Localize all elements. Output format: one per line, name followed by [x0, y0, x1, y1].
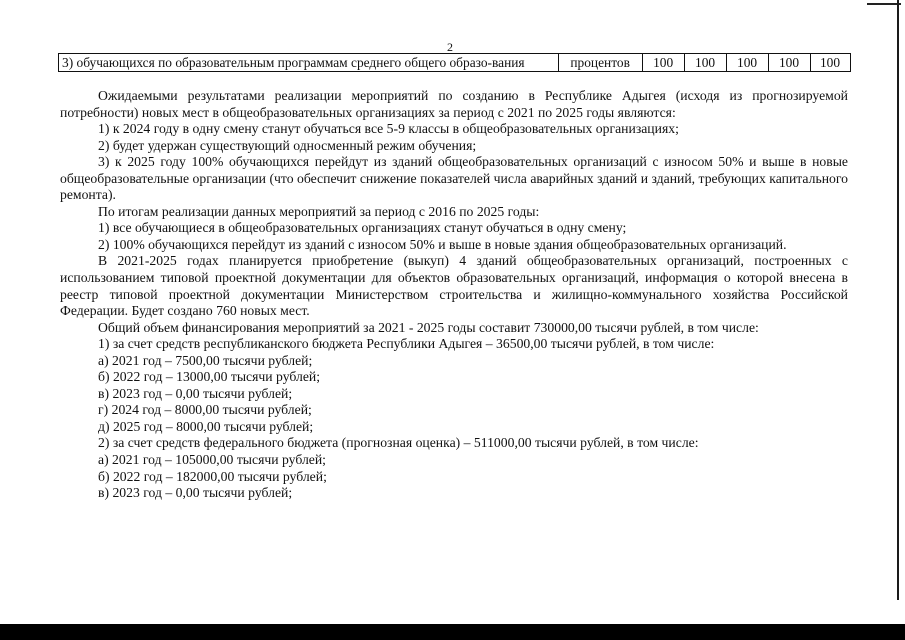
list-item: 1) за счет средств республиканского бюджета Республики Адыгея – 36500,00 тысячи рублей, в том числе: [98, 336, 715, 352]
list-item: в) 2023 год – 0,00 тысячи рублей; [98, 485, 293, 501]
paragraph-financing-total: Общий объем финансирования мероприятий за 2021 - 2025 годы составит 730000,00 тысячи рублей, в том числе: [98, 319, 759, 335]
list-item: г) 2024 год – 8000,00 тысячи рублей; [98, 402, 312, 418]
list-item: а) 2021 год – 105000,00 тысячи рублей; [98, 452, 326, 468]
list-item: в) 2023 год – 0,00 тысячи рублей; [98, 385, 293, 401]
scan-bottom-band [0, 624, 905, 640]
list-item: б) 2022 год – 182000,00 тысячи рублей; [98, 468, 327, 484]
table-cell-value: 100 [643, 54, 685, 72]
table-cell-value: 100 [685, 54, 727, 72]
list-item: 2) будет удержан существующий односменный режим обучения; [98, 137, 477, 153]
list-item: а) 2021 год – 7500,00 тысячи рублей; [98, 352, 313, 368]
indicator-table [58, 53, 851, 72]
list-item: 2) 100% обучающихся перейдут из зданий с износом 50% и выше в новые здания общеобразовательных организаций. [98, 236, 787, 252]
paragraph-results-2016-2025: По итогам реализации данных мероприятий за период с 2016 по 2025 годы: [98, 203, 540, 219]
list-item: 3) к 2025 году 100% обучающихся перейдут из зданий общеобразовательных организаций с износом 50% и выше в новые общеобразовательные организации (что обеспечит снижение показателей числа аварийных зданий и зданий, требующих капитального ремонта). [60, 154, 848, 203]
page-number: 2 [447, 40, 453, 54]
table-cell-value: 100 [769, 54, 811, 72]
paragraph-expected-results: Ожидаемыми результатами реализации мероприятий по созданию в Республике Адыгея (исходя из прогнозируемой потребности) новых мест в общеобразовательных организациях за период с 2021 по 2025 годы являются: [60, 88, 848, 120]
document-body [60, 88, 848, 502]
list-item: 1) все обучающиеся в общеобразовательных организациях станут обучаться в одну смену; [98, 220, 627, 236]
list-item: 1) к 2024 году в одну смену станут обучаться все 5-9 классы в общеобразовательных организациях; [98, 121, 679, 137]
table-cell-unit: процентов [559, 54, 643, 72]
table-cell-value: 100 [727, 54, 769, 72]
scan-corner-mark [867, 3, 901, 5]
list-item: д) 2025 год – 8000,00 тысячи рублей; [98, 418, 314, 434]
paragraph-acquisition: В 2021-2025 годах планируется приобретение (выкуп) 4 зданий общеобразовательных организаций, построенных с использованием типовой проектной документации для объектов образовательных организаций, информация о которой внесена в реестр типовой проектной документации Министерством строительства и жилищно-коммунального хозяйства Российской Федерации. Будет создано 760 новых мест. [60, 253, 848, 319]
list-item: б) 2022 год – 13000,00 тысячи рублей; [98, 369, 321, 385]
list-item: 2) за счет средств федерального бюджета (прогнозная оценка) – 511000,00 тысячи рублей, в том числе: [98, 435, 699, 451]
table-row [59, 54, 851, 72]
scan-page-edge [897, 0, 899, 600]
table-cell-label: 3) обучающихся по образовательным программам среднего общего образо-вания [59, 54, 559, 72]
table-cell-value: 100 [811, 54, 851, 72]
